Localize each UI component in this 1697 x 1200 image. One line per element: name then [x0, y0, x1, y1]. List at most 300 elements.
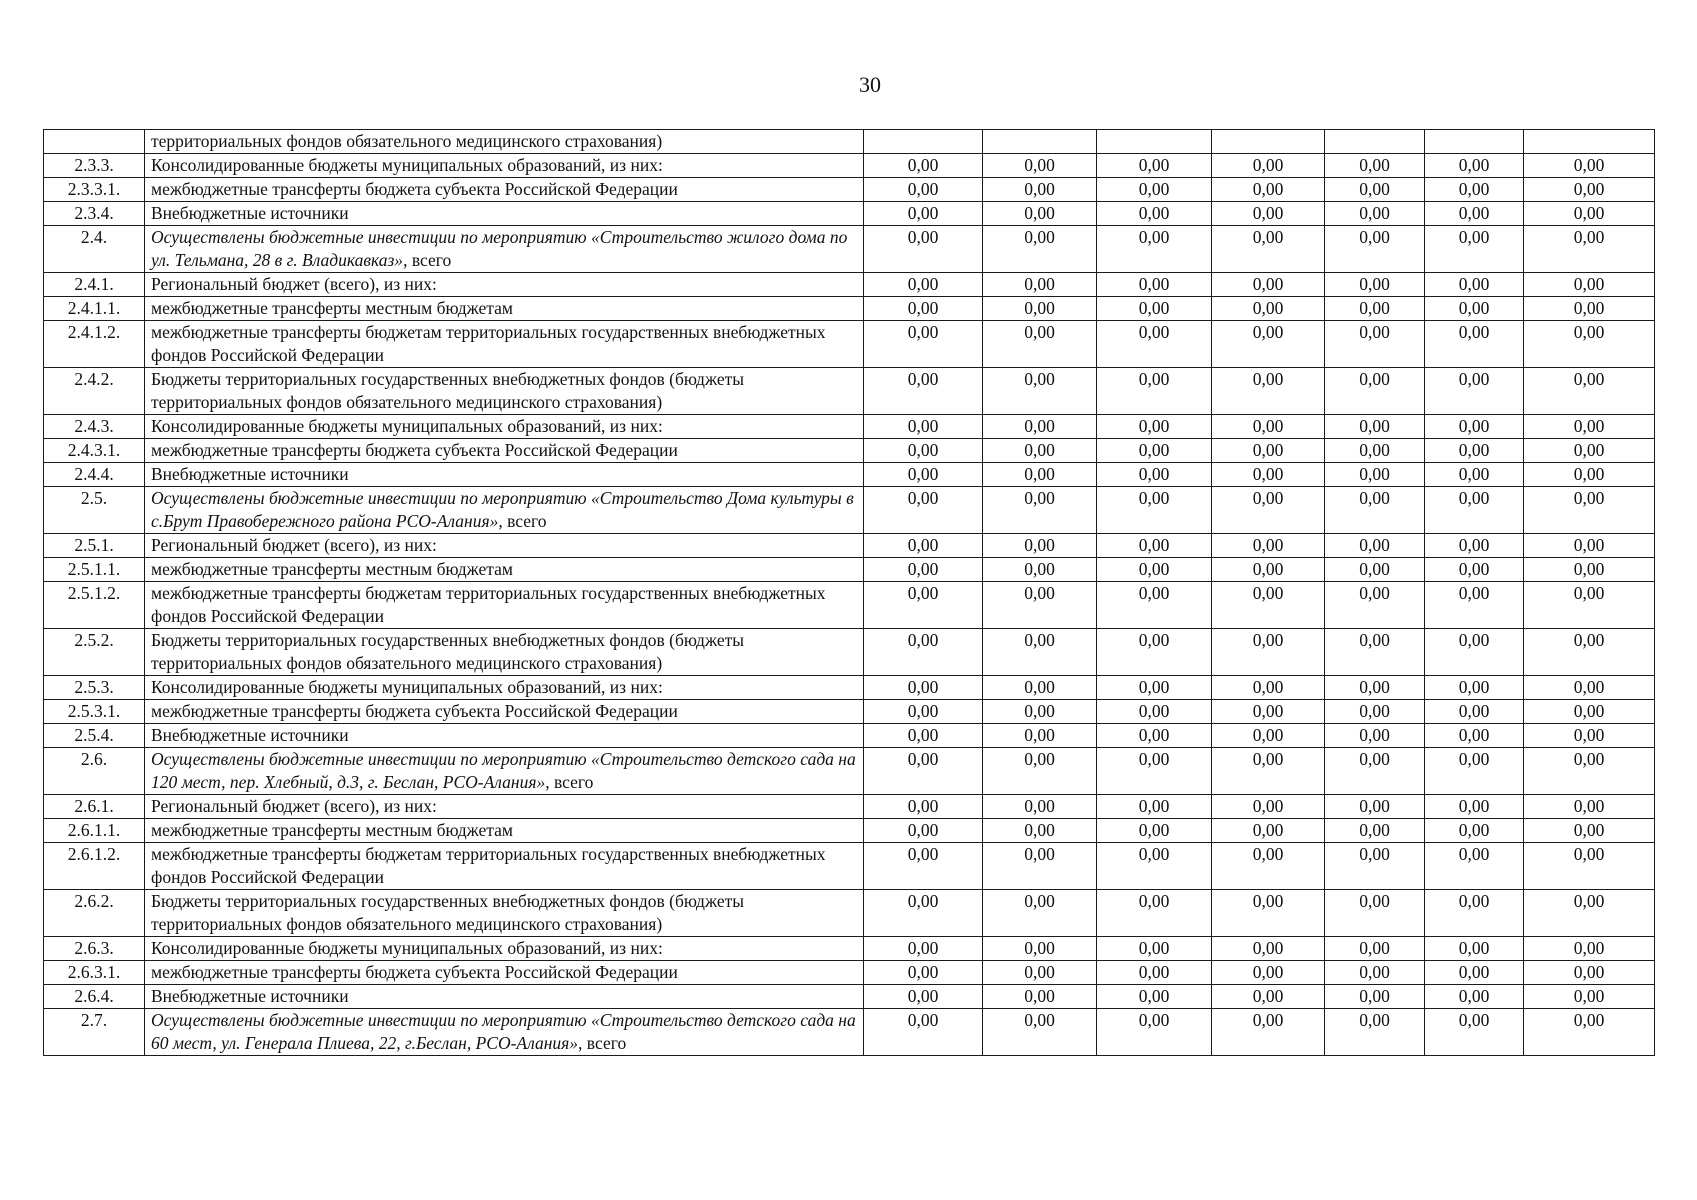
- row-number: 2.5.4.: [44, 724, 145, 748]
- value-cell: 0,00: [1425, 629, 1524, 676]
- table-row: [44, 795, 1655, 819]
- value-cell: 0,00: [864, 843, 983, 890]
- row-number: 2.4.2.: [44, 368, 145, 415]
- value-cell: 0,00: [1097, 700, 1212, 724]
- value-cell: 0,00: [864, 273, 983, 297]
- table-row: [44, 558, 1655, 582]
- value-cell: 0,00: [1524, 795, 1655, 819]
- table-row: [44, 582, 1655, 629]
- value-cell: 0,00: [1524, 843, 1655, 890]
- value-cell: 0,00: [983, 795, 1097, 819]
- value-cell: 0,00: [1212, 178, 1325, 202]
- value-cell: 0,00: [1325, 297, 1425, 321]
- description-text: межбюджетные трансферты бюджета субъекта Российской Федерации: [151, 701, 678, 721]
- value-cell: 0,00: [1097, 961, 1212, 985]
- value-cell: 0,00: [1097, 629, 1212, 676]
- measure-title: Осуществлены бюджетные инвестиции по мероприятию «Строительство жилого дома по ул. Тельмана, 28 в г. Владикавказ»: [151, 227, 848, 270]
- description-text: Внебюджетные источники: [151, 986, 349, 1006]
- value-cell: 0,00: [1212, 368, 1325, 415]
- row-description: [145, 937, 864, 961]
- value-cell: 0,00: [1325, 700, 1425, 724]
- row-description: [145, 724, 864, 748]
- value-cell: 0,00: [1212, 273, 1325, 297]
- value-cell: 0,00: [1097, 985, 1212, 1009]
- value-cell: 0,00: [1524, 724, 1655, 748]
- table-row: [44, 724, 1655, 748]
- value-cell: 0,00: [1425, 795, 1524, 819]
- value-cell: 0,00: [1325, 273, 1425, 297]
- description-text: межбюджетные трансферты бюджетам территориальных государственных внебюджетных фондов Российской Федерации: [151, 583, 826, 626]
- row-number: 2.7.: [44, 1009, 145, 1056]
- value-cell: 0,00: [1524, 415, 1655, 439]
- value-cell: 0,00: [1325, 961, 1425, 985]
- value-cell: 0,00: [983, 415, 1097, 439]
- value-cell: 0,00: [864, 439, 983, 463]
- table-row: [44, 700, 1655, 724]
- row-description: [145, 558, 864, 582]
- value-cell: 0,00: [1425, 226, 1524, 273]
- table-row: [44, 961, 1655, 985]
- table-row: [44, 321, 1655, 368]
- value-cell: 0,00: [864, 819, 983, 843]
- value-cell: 0,00: [864, 534, 983, 558]
- value-cell: 0,00: [1425, 202, 1524, 226]
- value-cell: 0,00: [864, 226, 983, 273]
- value-cell: 0,00: [1425, 937, 1524, 961]
- table-row: [44, 843, 1655, 890]
- value-cell: 0,00: [983, 582, 1097, 629]
- value-cell: 0,00: [1212, 937, 1325, 961]
- value-cell: 0,00: [1325, 819, 1425, 843]
- row-description: [145, 273, 864, 297]
- value-cell: 0,00: [983, 748, 1097, 795]
- row-number: 2.4.1.2.: [44, 321, 145, 368]
- value-cell: 0,00: [1212, 463, 1325, 487]
- row-number: 2.6.: [44, 748, 145, 795]
- value-cell: 0,00: [983, 154, 1097, 178]
- table-row: [44, 890, 1655, 937]
- row-number: 2.4.: [44, 226, 145, 273]
- value-cell: [1325, 130, 1425, 154]
- value-cell: 0,00: [1524, 748, 1655, 795]
- value-cell: 0,00: [983, 676, 1097, 700]
- description-text: Консолидированные бюджеты муниципальных образований, из них:: [151, 677, 663, 697]
- value-cell: 0,00: [1524, 890, 1655, 937]
- value-cell: 0,00: [983, 297, 1097, 321]
- table-row: [44, 154, 1655, 178]
- value-cell: 0,00: [1097, 890, 1212, 937]
- value-cell: 0,00: [1524, 676, 1655, 700]
- table-row: [44, 368, 1655, 415]
- value-cell: 0,00: [1425, 297, 1524, 321]
- value-cell: 0,00: [1325, 463, 1425, 487]
- row-description: [145, 700, 864, 724]
- value-cell: 0,00: [1097, 178, 1212, 202]
- value-cell: 0,00: [1212, 724, 1325, 748]
- value-cell: 0,00: [1425, 487, 1524, 534]
- table-row: [44, 937, 1655, 961]
- value-cell: 0,00: [983, 890, 1097, 937]
- value-cell: 0,00: [983, 487, 1097, 534]
- value-cell: 0,00: [864, 463, 983, 487]
- value-cell: 0,00: [1212, 534, 1325, 558]
- value-cell: [1212, 130, 1325, 154]
- row-number: 2.5.: [44, 487, 145, 534]
- value-cell: 0,00: [1097, 154, 1212, 178]
- value-cell: 0,00: [983, 321, 1097, 368]
- value-cell: 0,00: [1524, 463, 1655, 487]
- value-cell: 0,00: [864, 297, 983, 321]
- description-text: Консолидированные бюджеты муниципальных образований, из них:: [151, 938, 663, 958]
- value-cell: 0,00: [1097, 843, 1212, 890]
- value-cell: 0,00: [983, 178, 1097, 202]
- value-cell: 0,00: [864, 487, 983, 534]
- budget-table: [43, 129, 1655, 1056]
- table-row: [44, 629, 1655, 676]
- value-cell: 0,00: [1425, 819, 1524, 843]
- value-cell: 0,00: [1212, 1009, 1325, 1056]
- value-cell: 0,00: [1325, 534, 1425, 558]
- value-cell: 0,00: [1212, 321, 1325, 368]
- value-cell: 0,00: [1524, 629, 1655, 676]
- value-cell: 0,00: [864, 629, 983, 676]
- table-row: [44, 297, 1655, 321]
- value-cell: 0,00: [1097, 724, 1212, 748]
- description-text: Бюджеты территориальных государственных внебюджетных фондов (бюджеты территориальных фондов обязательного медицинского страхования): [151, 630, 744, 673]
- row-number: 2.6.3.: [44, 937, 145, 961]
- row-number: 2.6.3.1.: [44, 961, 145, 985]
- value-cell: 0,00: [864, 582, 983, 629]
- value-cell: 0,00: [1325, 368, 1425, 415]
- value-cell: [1425, 130, 1524, 154]
- value-cell: 0,00: [1212, 487, 1325, 534]
- description-text: Консолидированные бюджеты муниципальных образований, из них:: [151, 416, 663, 436]
- value-cell: 0,00: [1212, 700, 1325, 724]
- description-text: Региональный бюджет (всего), из них:: [151, 274, 437, 294]
- value-cell: 0,00: [1425, 415, 1524, 439]
- row-number: 2.4.4.: [44, 463, 145, 487]
- value-cell: 0,00: [1425, 321, 1524, 368]
- value-cell: 0,00: [1097, 226, 1212, 273]
- value-cell: 0,00: [1212, 202, 1325, 226]
- table-row: [44, 178, 1655, 202]
- value-cell: 0,00: [983, 700, 1097, 724]
- value-cell: 0,00: [1524, 439, 1655, 463]
- value-cell: 0,00: [1325, 724, 1425, 748]
- row-number: 2.6.1.1.: [44, 819, 145, 843]
- value-cell: 0,00: [1524, 819, 1655, 843]
- value-cell: 0,00: [1325, 202, 1425, 226]
- value-cell: 0,00: [983, 843, 1097, 890]
- budget-table-body: [44, 130, 1655, 1056]
- row-description: [145, 202, 864, 226]
- value-cell: 0,00: [1425, 700, 1524, 724]
- value-cell: 0,00: [1524, 273, 1655, 297]
- row-description: [145, 368, 864, 415]
- description-text: межбюджетные трансферты бюджета субъекта Российской Федерации: [151, 440, 678, 460]
- value-cell: 0,00: [1524, 202, 1655, 226]
- value-cell: 0,00: [1097, 415, 1212, 439]
- row-number: 2.5.2.: [44, 629, 145, 676]
- row-description: [145, 415, 864, 439]
- table-row: [44, 415, 1655, 439]
- value-cell: 0,00: [983, 226, 1097, 273]
- value-cell: 0,00: [1524, 558, 1655, 582]
- value-cell: 0,00: [1325, 487, 1425, 534]
- row-number: 2.6.1.: [44, 795, 145, 819]
- value-cell: 0,00: [1524, 154, 1655, 178]
- value-cell: 0,00: [864, 178, 983, 202]
- value-cell: 0,00: [983, 819, 1097, 843]
- value-cell: 0,00: [1325, 439, 1425, 463]
- value-cell: 0,00: [1425, 961, 1524, 985]
- value-cell: 0,00: [864, 961, 983, 985]
- value-cell: 0,00: [1425, 439, 1524, 463]
- row-description: [145, 1009, 864, 1056]
- value-cell: 0,00: [864, 1009, 983, 1056]
- value-cell: 0,00: [983, 937, 1097, 961]
- value-cell: 0,00: [1524, 321, 1655, 368]
- description-text: территориальных фондов обязательного медицинского страхования): [151, 131, 663, 151]
- description-text: Консолидированные бюджеты муниципальных образований, из них:: [151, 155, 663, 175]
- value-cell: 0,00: [1097, 937, 1212, 961]
- value-cell: 0,00: [1425, 178, 1524, 202]
- value-cell: 0,00: [1325, 582, 1425, 629]
- value-cell: 0,00: [1524, 985, 1655, 1009]
- description-text: межбюджетные трансферты местным бюджетам: [151, 559, 513, 579]
- description-text: межбюджетные трансферты местным бюджетам: [151, 298, 513, 318]
- table-row: [44, 819, 1655, 843]
- table-row: [44, 439, 1655, 463]
- value-cell: 0,00: [983, 202, 1097, 226]
- value-cell: 0,00: [1425, 558, 1524, 582]
- value-cell: 0,00: [1097, 748, 1212, 795]
- value-cell: 0,00: [1212, 819, 1325, 843]
- row-description: [145, 629, 864, 676]
- value-cell: 0,00: [1425, 985, 1524, 1009]
- row-description: [145, 676, 864, 700]
- value-cell: 0,00: [1425, 273, 1524, 297]
- value-cell: 0,00: [1425, 676, 1524, 700]
- description-text: Внебюджетные источники: [151, 725, 349, 745]
- row-number: 2.4.3.: [44, 415, 145, 439]
- value-cell: 0,00: [1425, 843, 1524, 890]
- table-row: [44, 1009, 1655, 1056]
- value-cell: 0,00: [1425, 368, 1524, 415]
- value-cell: 0,00: [1212, 795, 1325, 819]
- row-description: [145, 534, 864, 558]
- table-row: [44, 463, 1655, 487]
- row-number: 2.5.3.1.: [44, 700, 145, 724]
- value-cell: [864, 130, 983, 154]
- row-description: [145, 321, 864, 368]
- value-cell: 0,00: [1097, 321, 1212, 368]
- value-cell: 0,00: [1325, 748, 1425, 795]
- value-cell: 0,00: [1097, 273, 1212, 297]
- value-cell: 0,00: [1097, 463, 1212, 487]
- value-cell: 0,00: [1325, 890, 1425, 937]
- row-number: 2.4.1.1.: [44, 297, 145, 321]
- table-row: [44, 748, 1655, 795]
- description-text: Внебюджетные источники: [151, 464, 349, 484]
- value-cell: 0,00: [1524, 582, 1655, 629]
- description-text: Региональный бюджет (всего), из них:: [151, 796, 437, 816]
- row-number: 2.3.4.: [44, 202, 145, 226]
- value-cell: 0,00: [864, 890, 983, 937]
- row-number: 2.4.3.1.: [44, 439, 145, 463]
- value-cell: 0,00: [1524, 226, 1655, 273]
- value-cell: 0,00: [1097, 558, 1212, 582]
- row-description: [145, 154, 864, 178]
- value-cell: 0,00: [1325, 937, 1425, 961]
- value-cell: [1097, 130, 1212, 154]
- value-cell: 0,00: [1524, 937, 1655, 961]
- value-cell: 0,00: [1097, 202, 1212, 226]
- row-number: 2.6.4.: [44, 985, 145, 1009]
- value-cell: 0,00: [983, 629, 1097, 676]
- table-row: [44, 202, 1655, 226]
- value-cell: 0,00: [1425, 724, 1524, 748]
- description-text: Бюджеты территориальных государственных внебюджетных фондов (бюджеты территориальных фондов обязательного медицинского страхования): [151, 891, 744, 934]
- description-text: Региональный бюджет (всего), из них:: [151, 535, 437, 555]
- value-cell: 0,00: [1425, 582, 1524, 629]
- value-cell: 0,00: [1212, 582, 1325, 629]
- measure-title: Осуществлены бюджетные инвестиции по мероприятию «Строительство детского сада на 60 мест, ул. Генерала Плиева, 22, г.Беслан, РСО-Алания»: [151, 1010, 856, 1053]
- row-description: [145, 890, 864, 937]
- value-cell: 0,00: [1325, 178, 1425, 202]
- page-number: 30: [859, 72, 881, 97]
- value-cell: 0,00: [1325, 415, 1425, 439]
- row-description: [145, 582, 864, 629]
- row-description: [145, 463, 864, 487]
- value-cell: 0,00: [1524, 368, 1655, 415]
- value-cell: 0,00: [1097, 582, 1212, 629]
- value-cell: 0,00: [1212, 558, 1325, 582]
- row-description: [145, 795, 864, 819]
- value-cell: 0,00: [864, 724, 983, 748]
- value-cell: 0,00: [1097, 1009, 1212, 1056]
- row-description: [145, 226, 864, 273]
- value-cell: 0,00: [864, 795, 983, 819]
- row-description: [145, 985, 864, 1009]
- row-description: [145, 297, 864, 321]
- description-text: Внебюджетные источники: [151, 203, 349, 223]
- measure-title: Осуществлены бюджетные инвестиции по мероприятию «Строительство Дома культуры в с.Брут Правобережного района РСО-Алания»: [151, 488, 854, 531]
- value-cell: 0,00: [1325, 1009, 1425, 1056]
- value-cell: 0,00: [864, 748, 983, 795]
- value-cell: 0,00: [1325, 985, 1425, 1009]
- value-cell: 0,00: [1524, 297, 1655, 321]
- value-cell: 0,00: [1097, 368, 1212, 415]
- table-row: [44, 487, 1655, 534]
- description-text: межбюджетные трансферты местным бюджетам: [151, 820, 513, 840]
- value-cell: 0,00: [1425, 890, 1524, 937]
- value-cell: 0,00: [1212, 629, 1325, 676]
- value-cell: 0,00: [864, 985, 983, 1009]
- value-cell: 0,00: [1325, 629, 1425, 676]
- description-text: Бюджеты территориальных государственных внебюджетных фондов (бюджеты территориальных фондов обязательного медицинского страхования): [151, 369, 744, 412]
- row-number: 2.3.3.1.: [44, 178, 145, 202]
- value-cell: 0,00: [1325, 321, 1425, 368]
- value-cell: 0,00: [864, 368, 983, 415]
- value-cell: 0,00: [983, 273, 1097, 297]
- description-text: межбюджетные трансферты бюджета субъекта Российской Федерации: [151, 962, 678, 982]
- table-row: [44, 534, 1655, 558]
- value-cell: [1524, 130, 1655, 154]
- row-number: 2.5.1.: [44, 534, 145, 558]
- value-cell: 0,00: [1212, 154, 1325, 178]
- value-cell: 0,00: [1524, 961, 1655, 985]
- row-description: [145, 961, 864, 985]
- value-cell: 0,00: [983, 985, 1097, 1009]
- value-cell: 0,00: [1325, 795, 1425, 819]
- description-text: межбюджетные трансферты бюджета субъекта Российской Федерации: [151, 179, 678, 199]
- value-cell: 0,00: [1212, 415, 1325, 439]
- table-row: [44, 676, 1655, 700]
- row-number: 2.5.1.1.: [44, 558, 145, 582]
- row-number: 2.3.3.: [44, 154, 145, 178]
- row-description: [145, 843, 864, 890]
- value-cell: 0,00: [1097, 676, 1212, 700]
- value-cell: 0,00: [1212, 676, 1325, 700]
- row-description: [145, 819, 864, 843]
- value-cell: [983, 130, 1097, 154]
- value-cell: 0,00: [983, 724, 1097, 748]
- value-cell: 0,00: [1425, 748, 1524, 795]
- row-description: [145, 178, 864, 202]
- row-number: 2.6.1.2.: [44, 843, 145, 890]
- value-cell: 0,00: [983, 558, 1097, 582]
- value-cell: 0,00: [864, 937, 983, 961]
- value-cell: 0,00: [1097, 487, 1212, 534]
- value-cell: 0,00: [1097, 297, 1212, 321]
- value-cell: 0,00: [1524, 1009, 1655, 1056]
- value-cell: 0,00: [1425, 154, 1524, 178]
- description-text: межбюджетные трансферты бюджетам территориальных государственных внебюджетных фондов Российской Федерации: [151, 322, 826, 365]
- value-cell: 0,00: [1325, 843, 1425, 890]
- description-text: , всего: [545, 772, 594, 792]
- row-number: 2.5.3.: [44, 676, 145, 700]
- row-description: [145, 130, 864, 154]
- value-cell: 0,00: [864, 321, 983, 368]
- value-cell: 0,00: [1425, 463, 1524, 487]
- value-cell: 0,00: [864, 415, 983, 439]
- table-row: [44, 226, 1655, 273]
- value-cell: 0,00: [864, 676, 983, 700]
- value-cell: 0,00: [1325, 154, 1425, 178]
- row-description: [145, 748, 864, 795]
- value-cell: 0,00: [864, 202, 983, 226]
- value-cell: 0,00: [983, 534, 1097, 558]
- measure-title: Осуществлены бюджетные инвестиции по мероприятию «Строительство детского сада на 120 мест, пер. Хлебный, д.3, г. Беслан, РСО-Алания»: [151, 749, 856, 792]
- value-cell: 0,00: [1212, 843, 1325, 890]
- value-cell: 0,00: [864, 154, 983, 178]
- row-number: [44, 130, 145, 154]
- value-cell: 0,00: [1097, 795, 1212, 819]
- value-cell: 0,00: [1524, 700, 1655, 724]
- value-cell: 0,00: [1524, 534, 1655, 558]
- table-row: [44, 985, 1655, 1009]
- description-text: , всего: [403, 250, 452, 270]
- value-cell: 0,00: [1212, 439, 1325, 463]
- value-cell: 0,00: [1425, 1009, 1524, 1056]
- value-cell: 0,00: [864, 558, 983, 582]
- value-cell: 0,00: [1097, 534, 1212, 558]
- value-cell: 0,00: [1524, 178, 1655, 202]
- value-cell: 0,00: [983, 368, 1097, 415]
- value-cell: 0,00: [983, 463, 1097, 487]
- value-cell: 0,00: [1325, 226, 1425, 273]
